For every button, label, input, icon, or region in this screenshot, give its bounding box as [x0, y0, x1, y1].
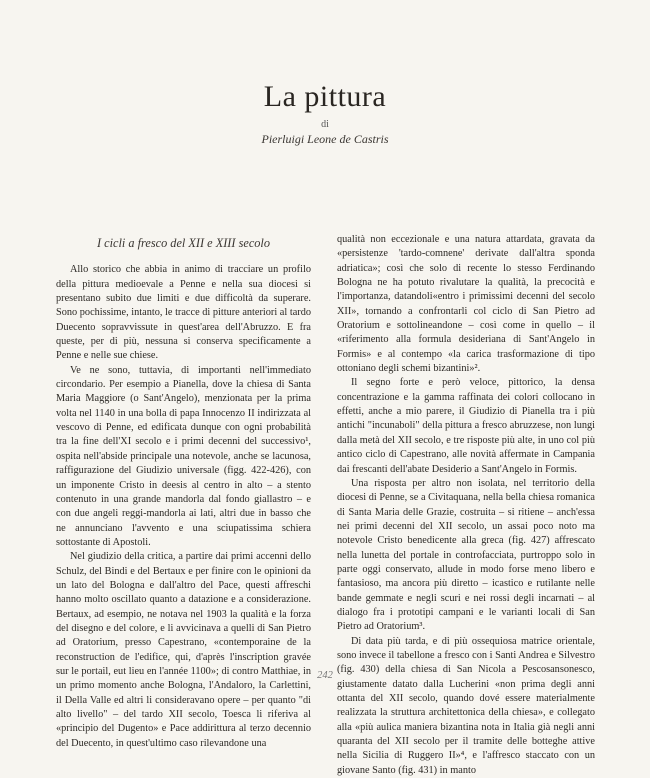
author-name: Pierluigi Leone de Castris: [261, 132, 389, 146]
byline-di: di: [321, 119, 329, 130]
paragraph: Di data più tarda, e di più ossequiosa matrice orientale, sono invece il tabellone a fresco con i Santi Andrea e Silvestro (fig. 430) della chiesa di San Nicola a Pescosansonesco, giustamente datato dalla Lucherini «non prima degli anni ottanta del XII secolo, quando dové essere materialmente realizzata la struttura architettonica della chiesa», e collegato alla «più aulica maniera bizantina nota in Italia già negli anni quaranta del XII secolo per il tramite delle botteghe attive nella Sicilia di Ruggero II»⁴, e l'affresco staccato con un giovane Santo (fig. 431) in manto: [337, 635, 595, 776]
paragraph: Nel giudizio della critica, a partire dai primi accenni dello Schulz, del Bindi e del Bertaux e per finire con le opinioni da un lato del Bologna e dall'altro del Pace, questi affreschi hanno molto oscillato quanto a datazione e a considerazione. Bertaux, ad esempio, ne notava nel 1903 la qualità e la forza del disegno e del colore, e li avvicinava a quelli di San Pietro ad Oratorium, presso Capestrano, «contemporaine de la reconstruction de l'edifice, qui, d'après l'inscription gravée sur le portail, eut lieu en l'année 1100»; di contro Matthiae, in un primo momento anche Bologna, l'Andaloro, la Carlettini, il Della Valle ed altri li consideravano opere – per quanto "di alto livello" – del tardo XII secolo, Toesca li riferiva al «principio del Dugento» e Pace addirittura al terzo decennio del Duecento, in quest'ultimo caso rilevandone una: [56, 551, 311, 749]
paragraph: Ve ne sono, tuttavia, di importanti nell'immediato circondario. Per esempio a Pianella, dove la chiesa di Santa Maria Maggiore (o Sant'Angelo), menzionata per la prima volta nel 1140 in una bolla di papa Innocenzo II indirizzata al vescovo di Penne, ed edificata dunque con ogni probabilità tra la fine dell'XI secolo e i primi decenni del successivo¹, ospita nell'abside principale una notevole, anche se lacunosa, raffigurazione del Giudizio universale (figg. 422-426), con un imponente Cristo in deesis al centro in alto – a stento contenuto in una grande mandorla dal fondo giallastro – e con due angeli reggi-mandorla ai lati, altri due in basso che ne annunciano l'avvento e una sciupatissima schiera sottostante di Apostoli.: [56, 364, 311, 548]
paragraph: Allo storico che abbia in animo di tracciare un profilo della pittura medioevale a Penne e nella sua diocesi si presentano subito due limiti e due difficoltà da superare. Sono pochissime, intanto, le tracce di pitture anteriori al tardo Duecento sopravvissute in quest'area dell'Abruzzo. E fra queste, per di più, nessuna si conserva specificamente a Penne e nelle sue chiese.: [56, 264, 311, 362]
paragraph: Il segno forte e però veloce, pittorico, la densa concentrazione e la gamma raffinata dei colori collocano in effetti, anche a mio parere, il Giudizio di Pianella tra i più antichi "incunaboli" della pittura a fresco abruzzese, non lungi dalla metà del XII secolo, e tre risposte più alte, in uno col più antico ciclo di Capestrano, alle novità affermate in Campania dai frescanti dell'abate Desiderio a Sant'Angelo in Formis.: [337, 377, 595, 475]
right-column: [337, 233, 595, 778]
paragraph: Una risposta per altro non isolata, nel territorio della diocesi di Penne, se a Civitaquana, nella bella chiesa romanica di Santa Maria delle Grazie, costruita – si ritiene – anch'essa nei primi decenni del XII secolo, un assai poco noto ma notevole Cristo benedicente alla greca (fig. 427) affrescato nella lunetta del portale in controfacciata, purtroppo solo in parte oggi conservato, allude in modo forse meno libero e fantasioso, ma ancora più diretto – icastico e rutilante nelle bande gemmate e negli scuri e nei rossi degli incarnati – al dialogo fra i prototipi campani e le varianti locali di San Pietro ad Oratorium³.: [337, 477, 595, 633]
paragraph: qualità non eccezionale e una natura attardata, gravata da «persistenze 'tardo-comnene' derivate dall'altra sponda adriatica»; così che solo di recente lo stesso Ferdinando Bologna ne ha potuto rivalutare la qualità, la precocità e l'importanza, datandoli«entro i primissimi decenni del secolo XII», tornando a confrontarli col ciclo di San Pietro ad Oratorium e sottolineandone – così come in quello – il «riferimento alla formula desideriana di Sant'Angelo in Formis» e al contempo «la carica trasformazione di tipo ottoniano degli schemi bizantini»².: [337, 234, 595, 375]
section-heading: I cicli a fresco del XII e XIII secolo: [97, 236, 270, 250]
page-number: 242: [317, 670, 333, 681]
page-title: La pittura: [263, 80, 387, 113]
